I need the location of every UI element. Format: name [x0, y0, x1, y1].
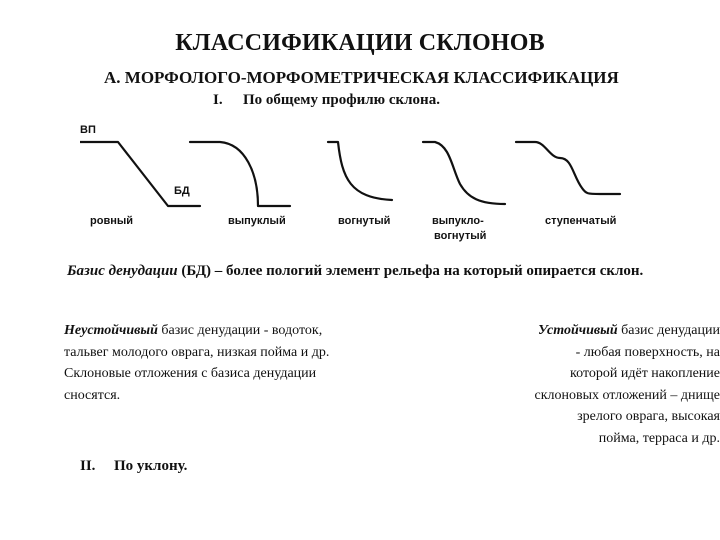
- stable-line-6: пойма, терраса и др.: [598, 430, 720, 446]
- section-2-text: По уклону.: [114, 458, 188, 474]
- profile-label-straight: ровный: [90, 215, 134, 227]
- basis-term: Базис денудации: [67, 263, 178, 279]
- profile-label-stepped: ступенчатый: [545, 215, 617, 227]
- profile-label-convex-concave-2: вогнутый: [434, 230, 487, 242]
- unstable-basis-block: [64, 320, 364, 406]
- profile-convex-line: [190, 142, 290, 206]
- label-vp: ВП: [80, 124, 96, 136]
- slope-profiles-diagram: [80, 118, 640, 248]
- classification-subtitle: А. МОРФОЛОГО-МОРФОМЕТРИЧЕСКАЯ КЛАССИФИКАЦИЯ: [104, 68, 619, 87]
- profile-concave-line: [328, 142, 392, 200]
- basis-abbr: (БД): [181, 263, 212, 279]
- stable-line-4: склоновых отложений – днище: [534, 387, 720, 403]
- stable-line-3: которой идёт накопление: [570, 366, 720, 381]
- basis-definition: [67, 260, 697, 282]
- profile-label-convex: выпуклый: [228, 215, 286, 227]
- stable-keyword: Устойчивый: [537, 323, 618, 338]
- unstable-keyword: Неустойчивый: [64, 323, 158, 338]
- label-bd: БД: [174, 185, 190, 197]
- profile-convex-concave-line: [423, 142, 505, 204]
- section-1-text: По общему профилю склона.: [243, 92, 440, 108]
- profile-label-convex-concave-1: выпукло-: [432, 215, 484, 227]
- page-title: КЛАССИФИКАЦИИ СКЛОНОВ: [175, 30, 545, 56]
- section-1-heading: [213, 92, 440, 109]
- unstable-text: базис денудации - водоток, тальвег молодого оврага, низкая пойма и др. Склоновые отложения с базиса денудации сносятся.: [64, 323, 330, 403]
- section-1-number: I.: [213, 92, 223, 108]
- stable-line-1-rest: базис денудации: [617, 323, 720, 338]
- section-2-heading: [80, 458, 187, 475]
- stable-line-1: [430, 320, 720, 342]
- profile-stepped-line: [516, 142, 620, 194]
- stable-line-2: - любая поверхность, на: [575, 344, 720, 360]
- section-2-number: II.: [80, 458, 96, 474]
- stable-basis-block: [430, 320, 720, 449]
- basis-definition-text: – более пологий элемент рельефа на который опирается склон.: [211, 263, 644, 279]
- profile-label-concave: вогнутый: [338, 215, 391, 227]
- stable-line-5: зрелого оврага, высокая: [577, 409, 720, 424]
